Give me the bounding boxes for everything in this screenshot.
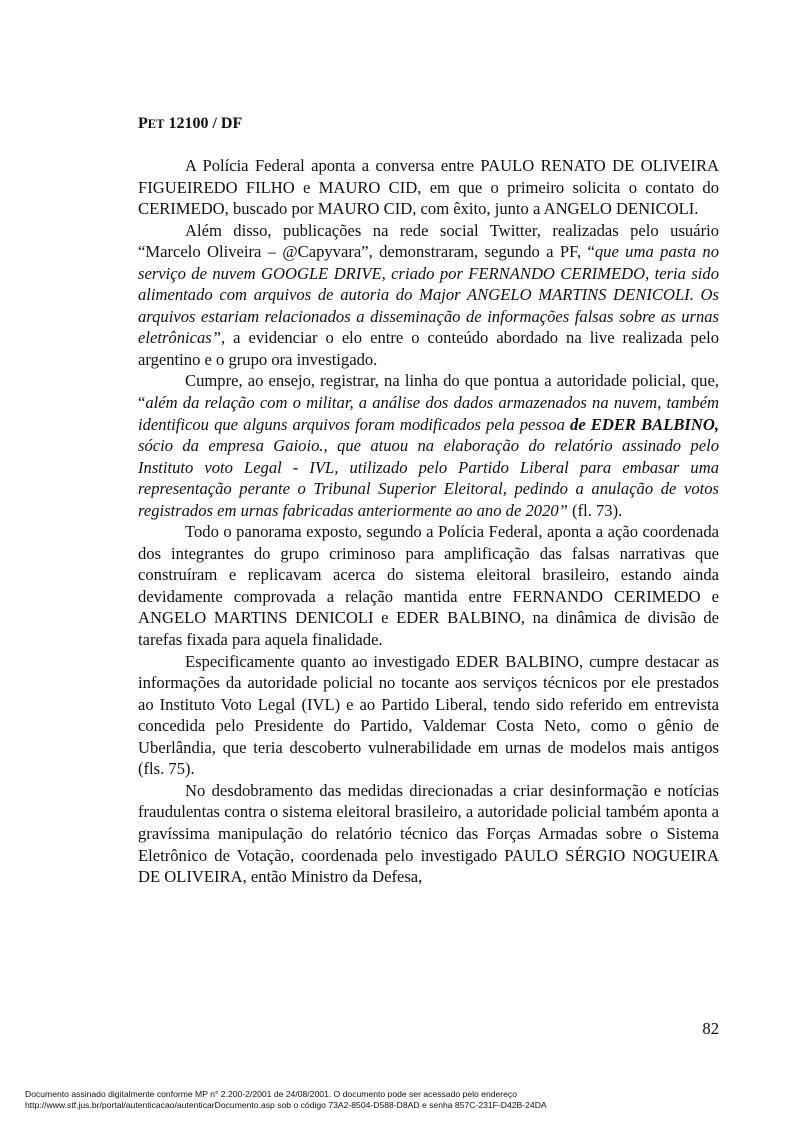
quote: que uma pasta no serviço de nuvem GOOGLE DRIVE, criado por FERNANDO CERIMEDO, teria sido alimentado com arquivos de autoria do Major ANGELO MARTINS DENICOLI. Os arquivos estariam relacionados a disseminação de informações falsas sobre as urnas eletrônicas” xyxy=(138,242,719,348)
footer-line-2: http://www.stf.jus.br/portal/autenticacao/autenticarDocumento.asp sob o código 73A2-8504-D588-D8AD e senha 857C-231F-D42B-24DA xyxy=(25,1100,547,1110)
case-prefix-initial: P xyxy=(138,115,148,132)
paragraph-3 xyxy=(138,370,719,521)
text: Cumpre, ao ensejo, registrar, na linha do que pontua a autoridade policial, que, “ xyxy=(138,371,719,413)
case-prefix-rest: ET xyxy=(147,117,165,131)
paragraph-1: A Polícia Federal aponta a conversa entre PAULO RENATO DE OLIVEIRA FIGUEIREDO FILHO e MAURO CID, em que o primeiro solicita o contato do CERIMEDO, buscado por MAURO CID, com êxito, junto a ANGELO DENICOLI. xyxy=(138,156,719,219)
paragraph-6: No desdobramento das medidas direcionadas a criar desinformação e notícias fraudulentas contra o sistema eleitoral brasileiro, a autoridade policial também aponta a gravíssima manipulação do relatório técnico das Forças Armadas sobre o Sistema Eletrônico de Votação, coordenada pelo investigado PAULO SÉRGIO NOGUEIRA DE OLIVEIRA, então Ministro da Defesa, xyxy=(138,780,719,887)
quote: sócio da empresa Gaioio., que atuou na elaboração do relatório assinado pelo Instituto voto Legal - IVL, utilizado pelo Partido Liberal para embasar uma representação perante o Tribunal Superior Eleitoral, pedindo a anulação de votos registrados em urnas fabricadas anteriormente ao ano de 2020” xyxy=(138,436,719,520)
text: , a evidenciar o elo entre o conteúdo abordado na live realizada pelo argentino e o grupo ora investigado. xyxy=(138,328,719,369)
paragraph-4: Todo o panorama exposto, segundo a Polícia Federal, aponta a ação coordenada dos integrantes do grupo criminoso para amplificação das falsas narrativas que construíram e replicavam acerca do sistema eleitoral brasileiro, estando ainda devidamente comprovada a relação mantida entre FERNANDO CERIMEDO e ANGELO MARTINS DENICOLI e EDER BALBINO, na dinâmica de divisão de tarefas fixada para aquela finalidade. xyxy=(138,522,719,650)
quote-bold: de EDER BALBINO, xyxy=(570,414,719,434)
citation: (fl. 73). xyxy=(567,500,623,520)
document-body xyxy=(138,155,719,888)
case-header xyxy=(138,115,242,133)
text: Além disso, publicações na rede social Twitter, realizadas pelo usuário “Marcelo Oliveira – @Capyvara”, demonstraram, segundo a PF, “ xyxy=(138,220,719,262)
paragraph-2 xyxy=(138,220,719,371)
quote: além da relação com o militar, a análise dos dados armazenados na nuvem, também identificou que alguns arquivos foram modificados pela pessoa xyxy=(138,393,719,434)
footer-line-1: Documento assinado digitalmente conforme MP n° 2.200-2/2001 de 24/08/2001. O documento pode ser acessado pelo endereço xyxy=(25,1089,518,1099)
case-number: 12100 / DF xyxy=(164,115,243,132)
page-number: 82 xyxy=(702,1019,719,1038)
signature-footer xyxy=(25,1089,547,1111)
paragraph-5: Especificamente quanto ao investigado EDER BALBINO, cumpre destacar as informações da autoridade policial no tocante aos serviços técnicos por ele prestados ao Instituto Voto Legal (IVL) e ao Partido Liberal, tendo sido referido em entrevista concedida pelo Presidente do Partido, Valdemar Costa Neto, como o gênio de Uberlândia, que teria descoberto vulnerabilidade em urnas de modelos mais antigos (fls. 75). xyxy=(138,651,719,779)
